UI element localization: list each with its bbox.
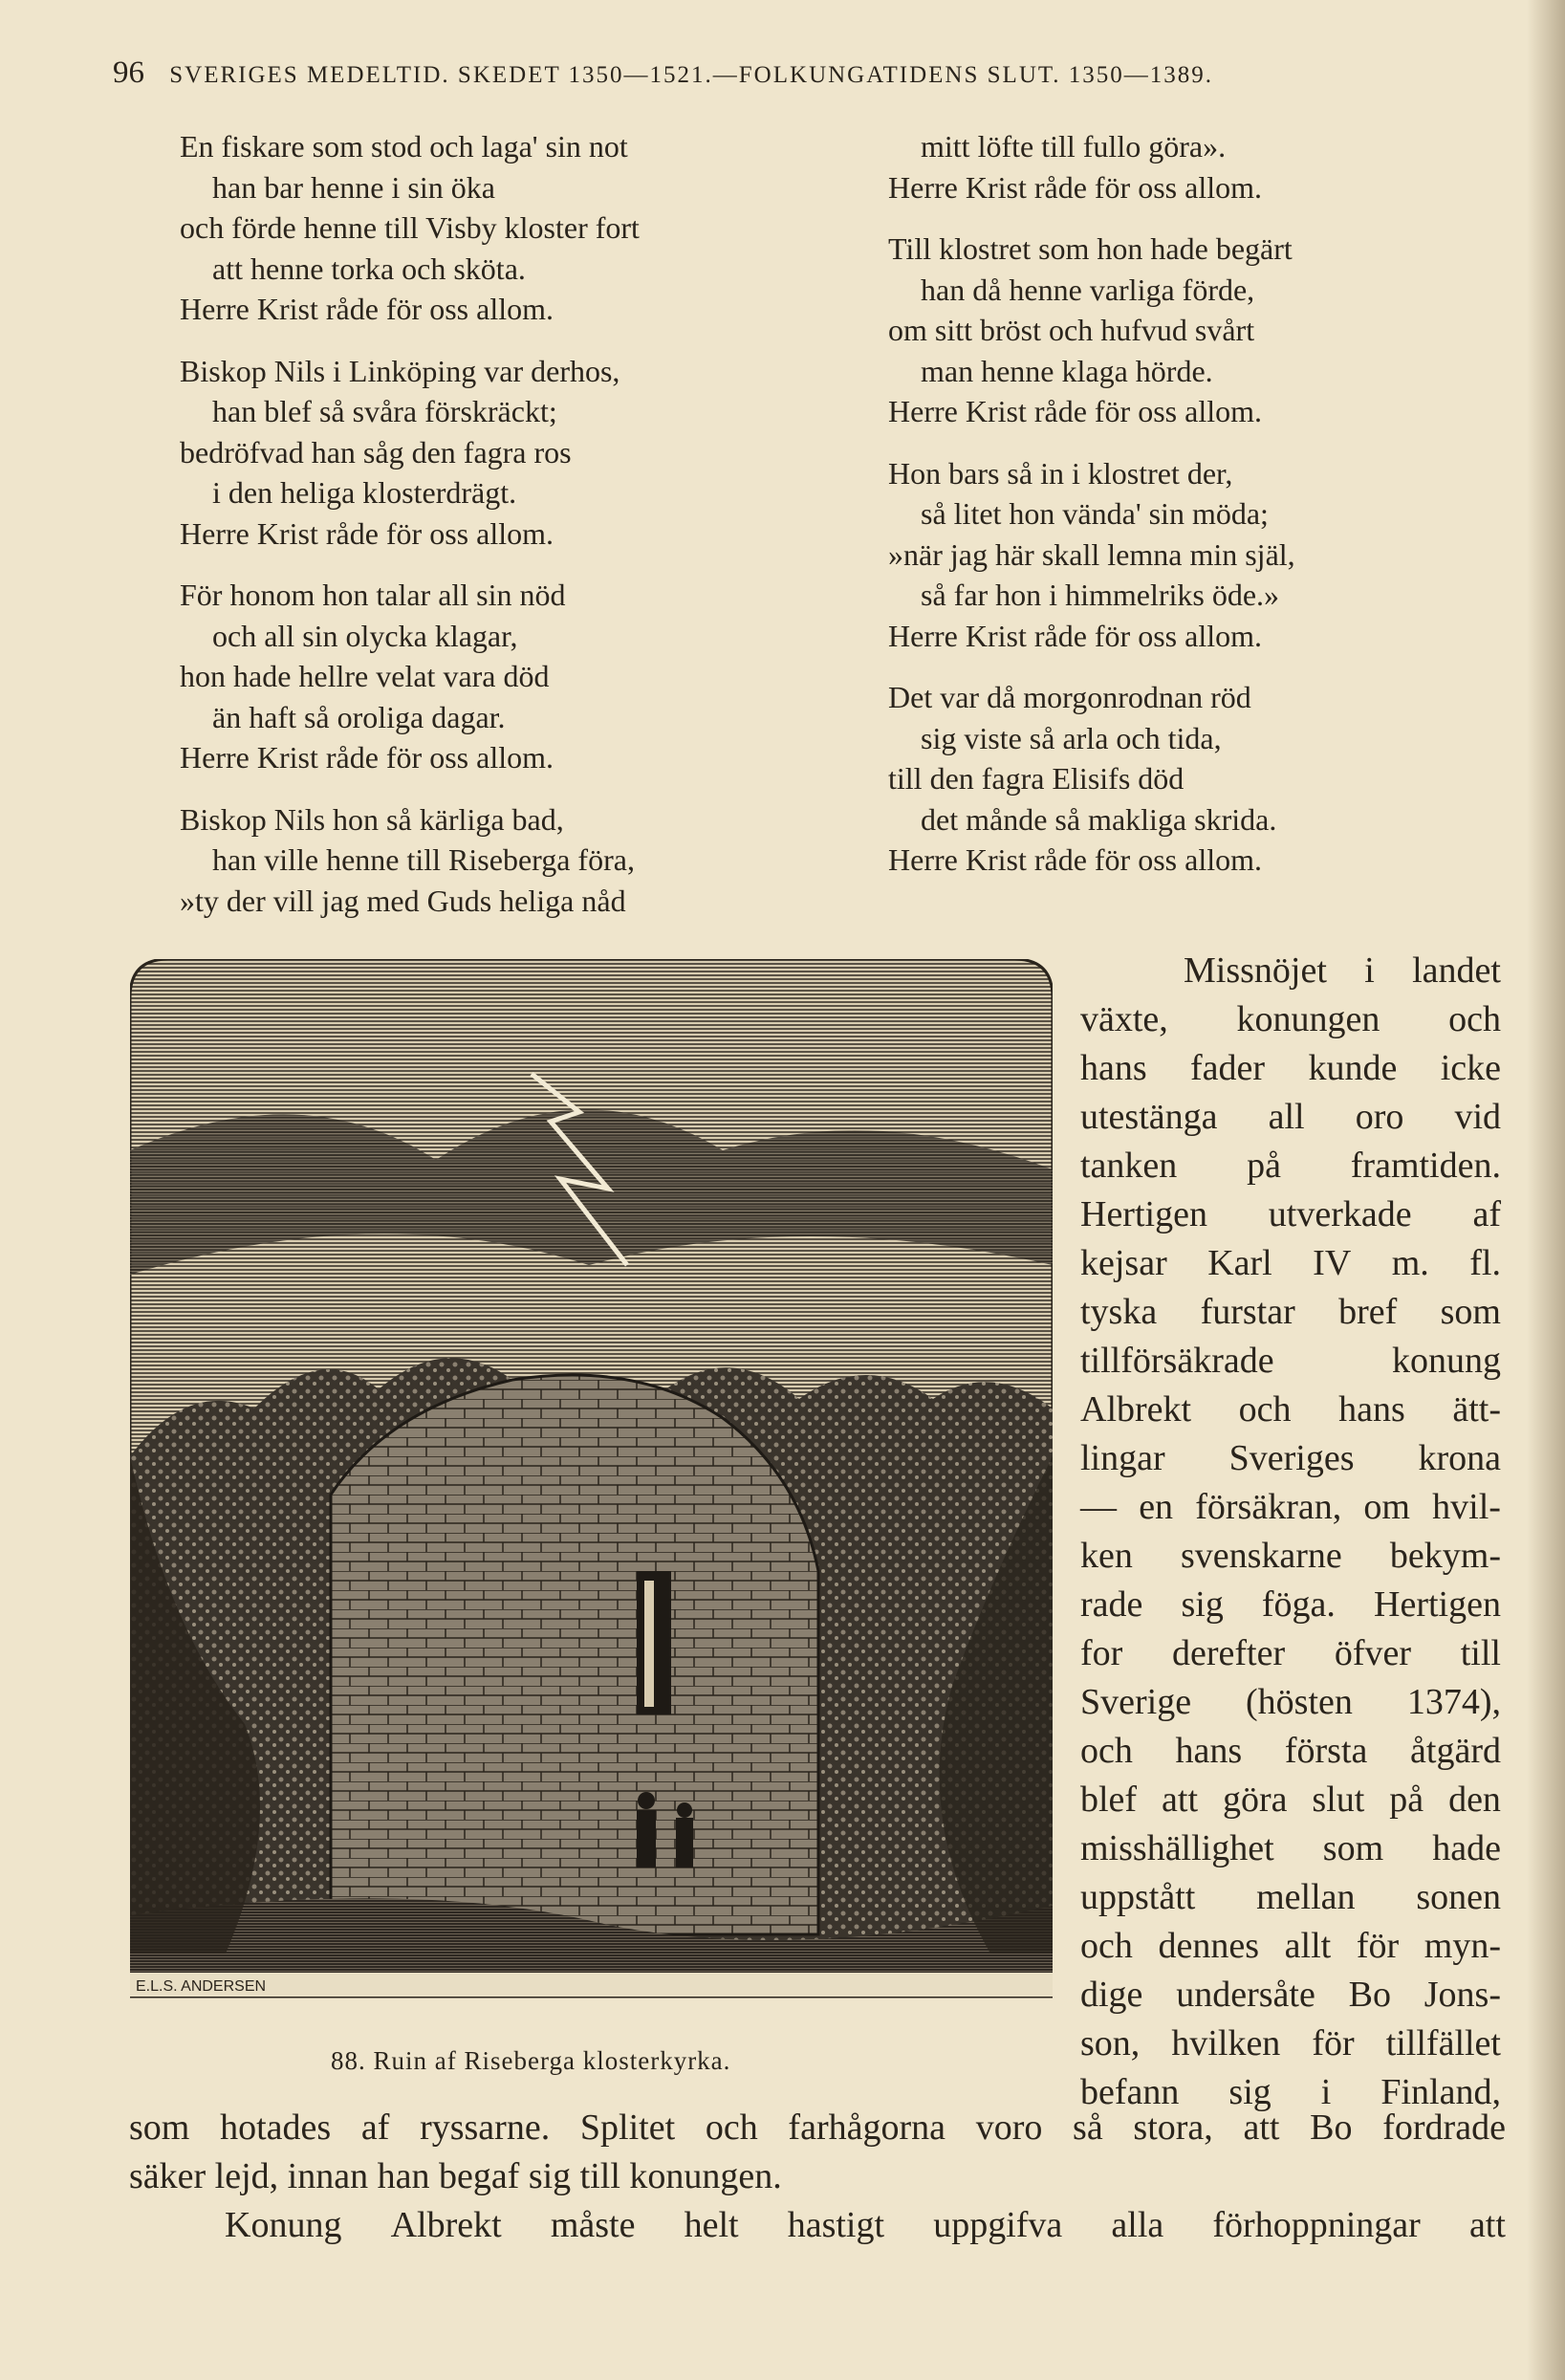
text-line: son, hvilken för tillfället	[1080, 2023, 1501, 2063]
poem-line: mitt löfte till fullo göra».	[921, 129, 1227, 164]
poem-line: att henne torka och sköta.	[212, 251, 526, 286]
text-line: Sverige (hösten 1374),	[1080, 1682, 1501, 1722]
text-line: Konung Albrekt måste helt hastigt uppgifva alla förhoppningar att	[225, 2205, 1506, 2245]
poem-line: hon hade hellre velat vara död	[180, 659, 550, 693]
poem-stanza	[180, 126, 849, 330]
poem-line: Herre Krist råde för oss allom.	[888, 618, 1262, 653]
poem-line: så far hon i himmelriks öde.»	[921, 578, 1280, 612]
text-line: tillförsäkrade konung	[1080, 1341, 1501, 1381]
poem-line: »när jag här skall lemna min själ,	[888, 536, 1295, 572]
poem-line: Herre Krist råde för oss allom.	[888, 169, 1262, 205]
running-header	[113, 55, 1509, 91]
poem-line: En fiskare som stod och laga' sin not	[180, 129, 628, 164]
text-line: som hotades af ryssarne. Splitet och farhågorna voro så stora, att Bo fordrade	[129, 2107, 1506, 2148]
text-line: blef att göra slut på den	[1080, 1780, 1501, 1820]
text-line: uppstått mellan sonen	[1080, 1877, 1501, 1917]
running-title: SVERIGES MEDELTID. SKEDET 1350—1521.—FOLKUNGATIDENS SLUT. 1350—1389.	[169, 62, 1214, 88]
poem-stanza	[888, 229, 1557, 432]
poem-line: och förde henne till Visby kloster fort	[180, 210, 640, 245]
poem-line: Herre Krist råde för oss allom.	[180, 292, 554, 326]
text-line: växte, konungen och	[1080, 999, 1501, 1039]
engraver-signature: E.L.S. ANDERSEN	[136, 1978, 267, 1995]
text-line: Hertigen utverkade af	[1080, 1194, 1501, 1234]
poem-line: han bar henne i sin öka	[212, 169, 495, 205]
poem-line: så litet hon vända' sin möda;	[921, 496, 1269, 531]
poem-line: om sitt bröst och hufvud svårt	[888, 313, 1255, 347]
poem-line: bedröfvad han såg den fagra ros	[180, 434, 572, 469]
body-text-full-width	[129, 2104, 1506, 2250]
poem-line: Herre Krist råde för oss allom.	[180, 515, 554, 551]
poem-line: och all sin olycka klagar,	[212, 618, 518, 653]
poem-stanza	[888, 453, 1557, 657]
poem-line: han blef så svåra förskräckt;	[212, 394, 557, 428]
poem-line: i den heliga klosterdrägt.	[212, 475, 517, 510]
poem-stanza	[180, 575, 849, 778]
text-line: tyska furstar bref som	[1080, 1292, 1501, 1332]
poem-stanza	[180, 799, 849, 922]
text-line: utestänga all oro vid	[1080, 1097, 1501, 1137]
poem-line: han ville henne till Riseberga föra,	[212, 842, 635, 877]
text-line: säker lejd, innan han begaf sig till konungen.	[129, 2156, 782, 2196]
poem-line: Till klostret som hon hade begärt	[888, 231, 1293, 266]
poem-line: man henne klaga hörde.	[921, 353, 1213, 388]
body-text-side-column	[1080, 947, 1501, 2117]
text-line: Albrekt och hans ätt-	[1080, 1389, 1501, 1430]
poem-line: än haft så oroliga dagar.	[212, 699, 506, 734]
poem-line: det månde så makliga skrida.	[921, 801, 1277, 837]
poem-line: till den fagra Elisifs död	[888, 761, 1185, 796]
poem-line: Herre Krist råde för oss allom.	[180, 740, 554, 775]
poem-line: »ty der vill jag med Guds heliga nåd	[180, 883, 626, 918]
text-line: Missnöjet i landet	[1184, 950, 1501, 991]
poem-line: Hon bars så in i klostret der,	[888, 455, 1233, 491]
poem-line: För honom hon talar all sin nöd	[180, 578, 566, 612]
text-line: ken svenskarne bekym-	[1080, 1536, 1501, 1576]
text-line: — en försäkran, om hvil-	[1080, 1487, 1501, 1527]
poem-stanza	[180, 351, 849, 555]
page-number: 96	[113, 55, 144, 90]
poem-line: han då henne varliga förde,	[921, 272, 1255, 307]
text-line: och hans första åtgärd	[1080, 1731, 1501, 1771]
text-line: lingar Sveriges krona	[1080, 1438, 1501, 1478]
poem-line: Det var då morgonrodnan röd	[888, 680, 1251, 714]
poem-left-column	[180, 126, 849, 942]
text-line: befann sig i Finland,	[1080, 2072, 1501, 2112]
text-line: misshällighet som hade	[1080, 1828, 1501, 1868]
poem-line: Biskop Nils i Linköping var derhos,	[180, 353, 620, 388]
engraving-illustration	[130, 959, 1053, 2022]
poem-right-column	[888, 126, 1557, 902]
text-line: och dennes allt för myn-	[1080, 1926, 1501, 1966]
poem-stanza	[888, 677, 1557, 881]
text-line: hans fader kunde icke	[1080, 1048, 1501, 1088]
text-line: kejsar Karl IV m. fl.	[1080, 1243, 1501, 1283]
figure-caption: 88. Ruin af Riseberga klosterkyrka.	[331, 2046, 731, 2075]
text-line: dige undersåte Bo Jons-	[1080, 1975, 1501, 2015]
poem-line: Biskop Nils hon så kärliga bad,	[180, 801, 564, 837]
poem-line: Herre Krist råde för oss allom.	[888, 394, 1262, 428]
text-line: for derefter öfver till	[1080, 1633, 1501, 1673]
engraving-ruin-riseberga	[130, 959, 1053, 2022]
poem-line: Herre Krist råde för oss allom.	[888, 842, 1262, 877]
text-line: tanken på framtiden.	[1080, 1146, 1501, 1186]
text-line: rade sig föga. Hertigen	[1080, 1584, 1501, 1625]
poem-stanza	[888, 126, 1557, 207]
poem-line: sig viste så arla och tida,	[921, 720, 1222, 755]
